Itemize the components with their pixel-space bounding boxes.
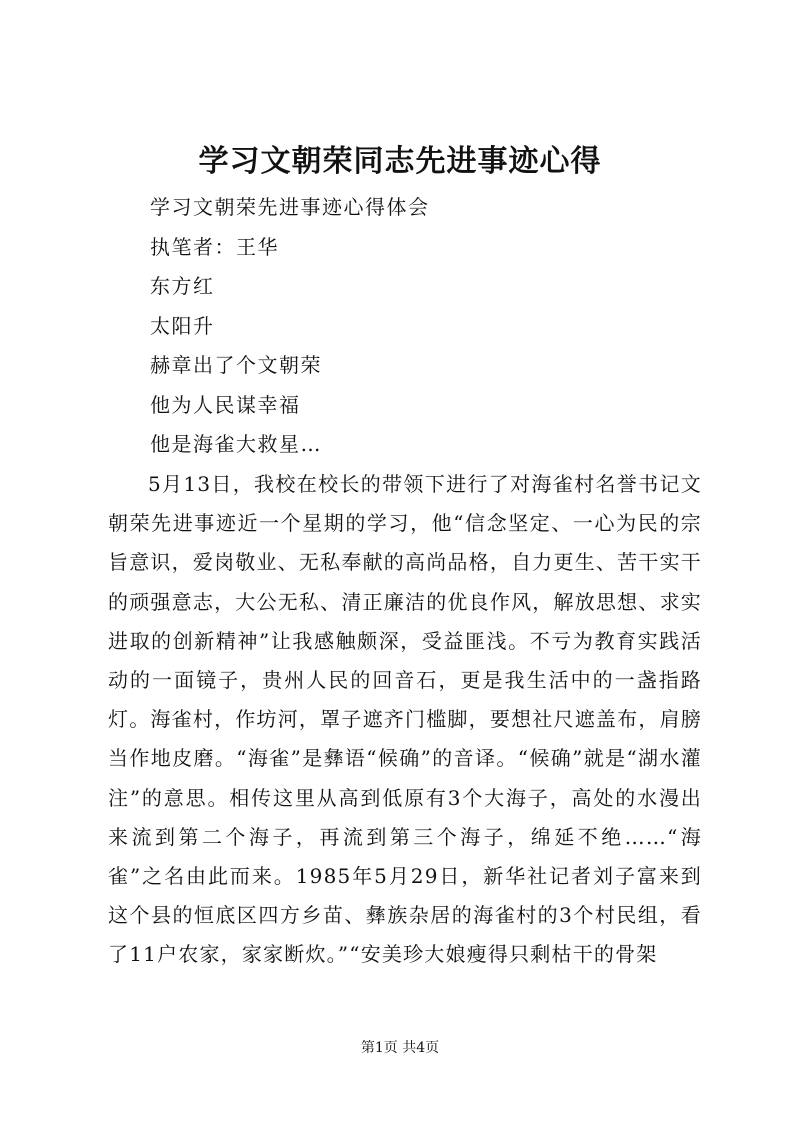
- body-paragraph: 5月13日，我校在校长的带领下进行了对海雀村名誉书记文朝荣先进事迹近一个星期的学习，他“信念坚定、一心为民的宗旨意识，爱岗敬业、无私奉献的高尚品格，自力更生、苦干实干的顽强意志，大公无私、清正廉洁的优良作风，解放思想、求实进取的创新精神”让我感触颇深，受益匪浅。不亏为教育实践活动的一面镜子，贵州人民的回音石，更是我生活中的一盏指路灯。海雀村，作坊河，罩子遮齐门槛脚，要想社尺遮盖布，肩膀当作地皮磨。“海雀”是彝语“候确”的音译。“候确”就是“湖水灌注”的意思。相传这里从高到低原有3个大海子，高处的水漫出来流到第二个海子，再流到第三个海子，绵延不绝……“海雀”之名由此而来。1985年5月29日，新华社记者刘子富来到这个县的恒底区四方乡苗、彝族杂居的海雀村的3个村民组，看了11户农家，家家断炊。”“安美珍大娘瘦得只剩枯干的骨架: [108, 472, 702, 967]
- intro-lines: [108, 188, 708, 465]
- poem-line: 太阳升: [150, 313, 215, 338]
- poem-line: 东方红: [150, 274, 215, 298]
- page-title: 学习文朝荣同志先进事迹心得: [198, 144, 602, 179]
- author-line: 执笔者：王华: [150, 234, 279, 259]
- page-footer: 第1页 共4页: [360, 1040, 440, 1056]
- subtitle-line: 学习文朝荣先进事迹心得体会: [150, 195, 430, 219]
- poem-line: 赫章出了个文朝荣: [150, 353, 322, 377]
- poem-line: 他是海雀大救星…: [150, 432, 322, 456]
- poem-line: 他为人民谋幸福: [150, 392, 301, 417]
